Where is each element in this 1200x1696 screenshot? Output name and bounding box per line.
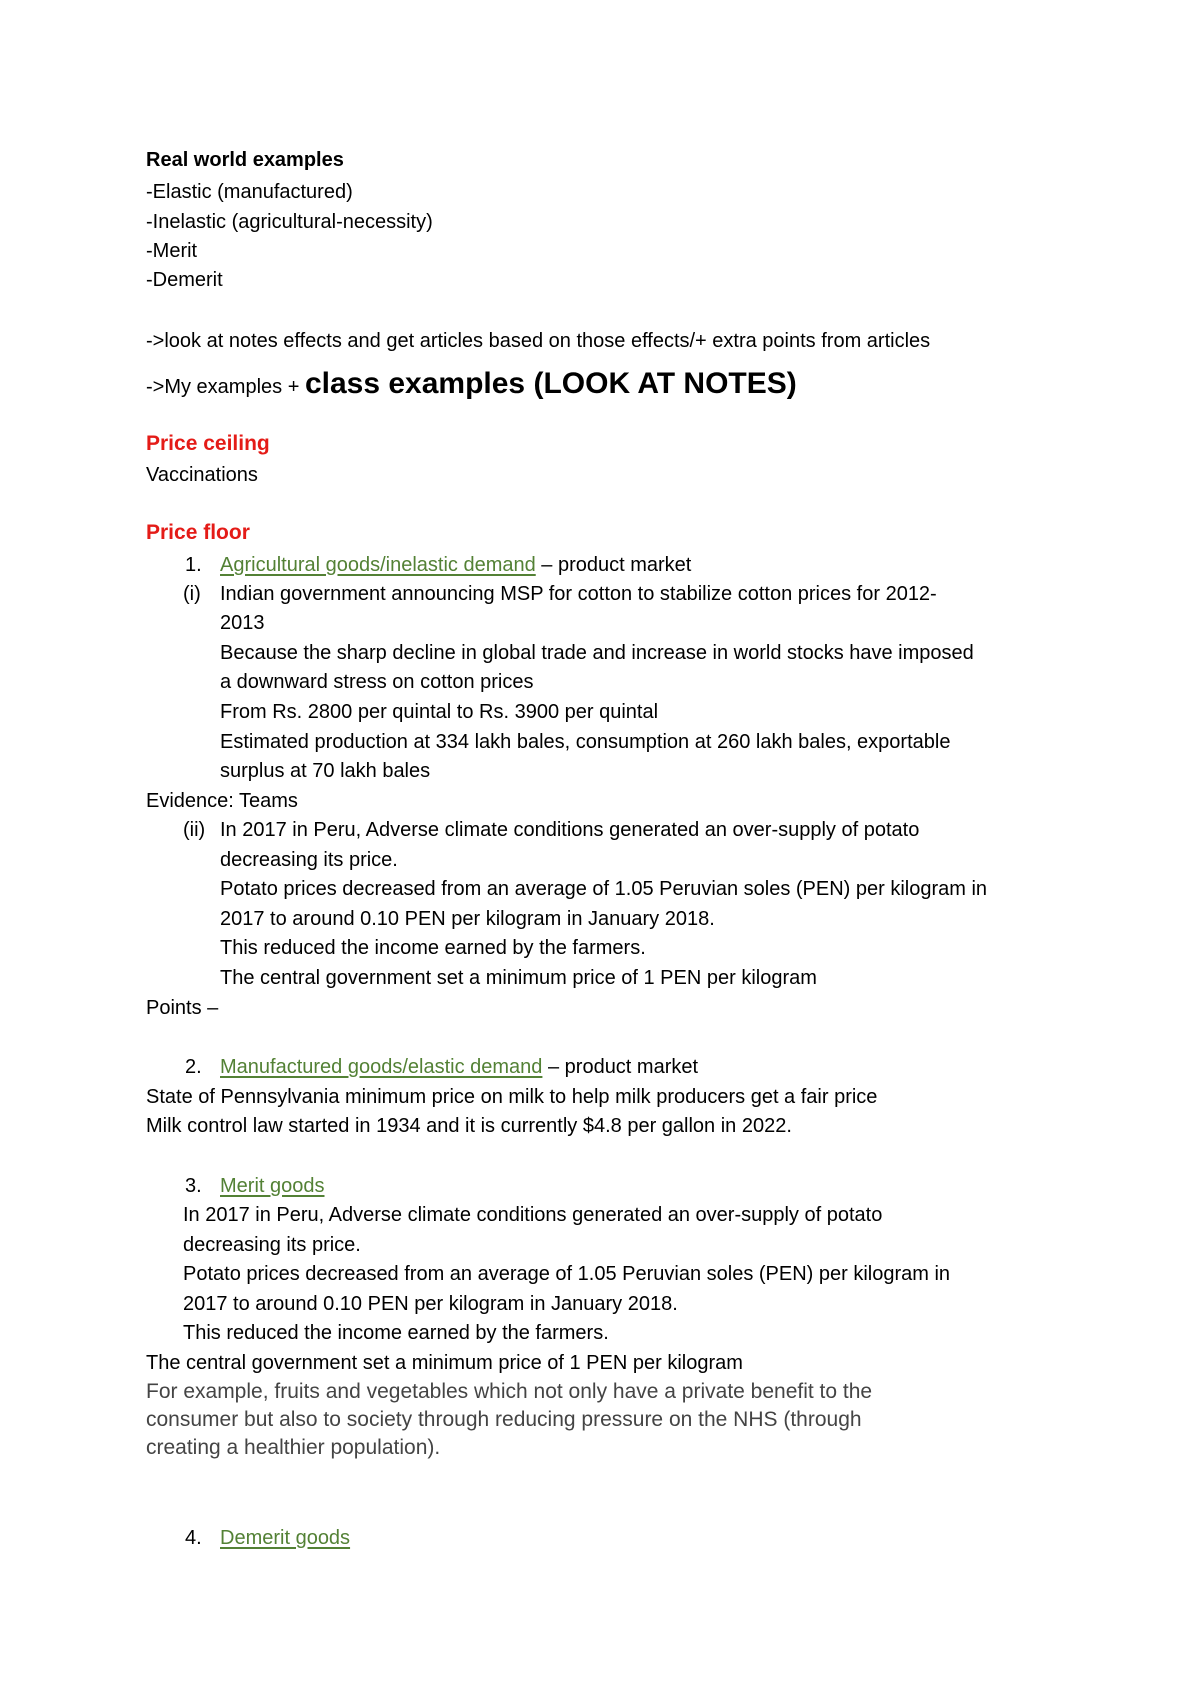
para-line: Potato prices decreased from an average of 1.05 Peruvian soles (PEN) per kilogram in — [220, 878, 988, 900]
para-line: This reduced the income earned by the farmers. — [183, 1322, 609, 1344]
note-small-text: ->My examples + — [146, 376, 305, 398]
para-line: 2017 to around 0.10 PEN per kilogram in January 2018. — [183, 1293, 678, 1315]
sub-number: (ii) — [183, 819, 206, 841]
section-link[interactable]: Agricultural goods/inelastic demand — [220, 554, 536, 576]
section-4-title — [220, 1524, 350, 1552]
section-number: 2. — [185, 1056, 202, 1078]
section-suffix: – product market — [535, 554, 692, 576]
para-line: 2017 to around 0.10 PEN per kilogram in January 2018. — [220, 908, 715, 930]
ceiling-text: Vaccinations — [146, 464, 258, 486]
para-line: In 2017 in Peru, Adverse climate conditions generated an over-supply of potato — [183, 1204, 883, 1226]
para-line: The central government set a minimum price of 1 PEN per kilogram — [220, 967, 817, 989]
heading-real-world-examples: Real world examples — [146, 149, 344, 171]
section-link[interactable]: Demerit goods — [220, 1527, 351, 1549]
note-big-text: class examples (LOOK AT NOTES) — [304, 367, 797, 400]
para-line: In 2017 in Peru, Adverse climate conditions generated an over-supply of potato — [220, 819, 920, 841]
gray-para-line: consumer but also to society through reducing pressure on the NHS (through — [146, 1408, 862, 1431]
para-line: Indian government announcing MSP for cotton to stabilize cotton prices for 2012- — [220, 583, 937, 605]
para-line: a downward stress on cotton prices — [220, 671, 534, 693]
para-line: The central government set a minimum price of 1 PEN per kilogram — [146, 1352, 743, 1374]
para-line: decreasing its price. — [220, 849, 398, 871]
list-item: -Merit — [146, 240, 198, 262]
para-line: 2013 — [220, 612, 265, 634]
note-line: ->look at notes effects and get articles based on those effects/+ extra points from articles — [146, 330, 931, 352]
list-item: -Inelastic (agricultural-necessity) — [146, 211, 433, 233]
section-suffix: – product market — [542, 1056, 699, 1078]
evidence-line: Evidence: Teams — [146, 790, 298, 812]
section-link[interactable]: Merit goods — [220, 1175, 325, 1197]
points-line: Points – — [146, 997, 219, 1019]
section-3-title — [220, 1172, 325, 1200]
gray-para-line: For example, fruits and vegetables which not only have a private benefit to the — [146, 1380, 873, 1403]
section-number: 4. — [185, 1527, 202, 1549]
list-item: -Demerit — [146, 269, 223, 291]
para-line: Because the sharp decline in global trade and increase in world stocks have imposed — [220, 642, 974, 664]
sub-number: (i) — [183, 583, 201, 605]
note-line-2 — [146, 366, 797, 405]
section-number: 3. — [185, 1175, 202, 1197]
para-line: Estimated production at 334 lakh bales, consumption at 260 lakh bales, exportable — [220, 731, 951, 753]
para-line: Milk control law started in 1934 and it is currently $4.8 per gallon in 2022. — [146, 1115, 792, 1137]
para-line: State of Pennsylvania minimum price on milk to help milk producers get a fair price — [146, 1086, 878, 1108]
list-item: -Elastic (manufactured) — [146, 181, 353, 203]
section-1-title — [220, 551, 691, 579]
section-number: 1. — [185, 554, 202, 576]
para-line: surplus at 70 lakh bales — [220, 760, 431, 782]
heading-price-ceiling: Price ceiling — [146, 432, 270, 455]
para-line: decreasing its price. — [183, 1234, 361, 1256]
gray-para-line: creating a healthier population). — [146, 1436, 441, 1459]
para-line: This reduced the income earned by the farmers. — [220, 937, 646, 959]
section-link[interactable]: Manufactured goods/elastic demand — [220, 1056, 543, 1078]
section-2-title — [220, 1053, 698, 1081]
heading-price-floor: Price floor — [146, 521, 250, 544]
para-line: Potato prices decreased from an average of 1.05 Peruvian soles (PEN) per kilogram in — [183, 1263, 951, 1285]
para-line: From Rs. 2800 per quintal to Rs. 3900 per quintal — [220, 701, 659, 723]
